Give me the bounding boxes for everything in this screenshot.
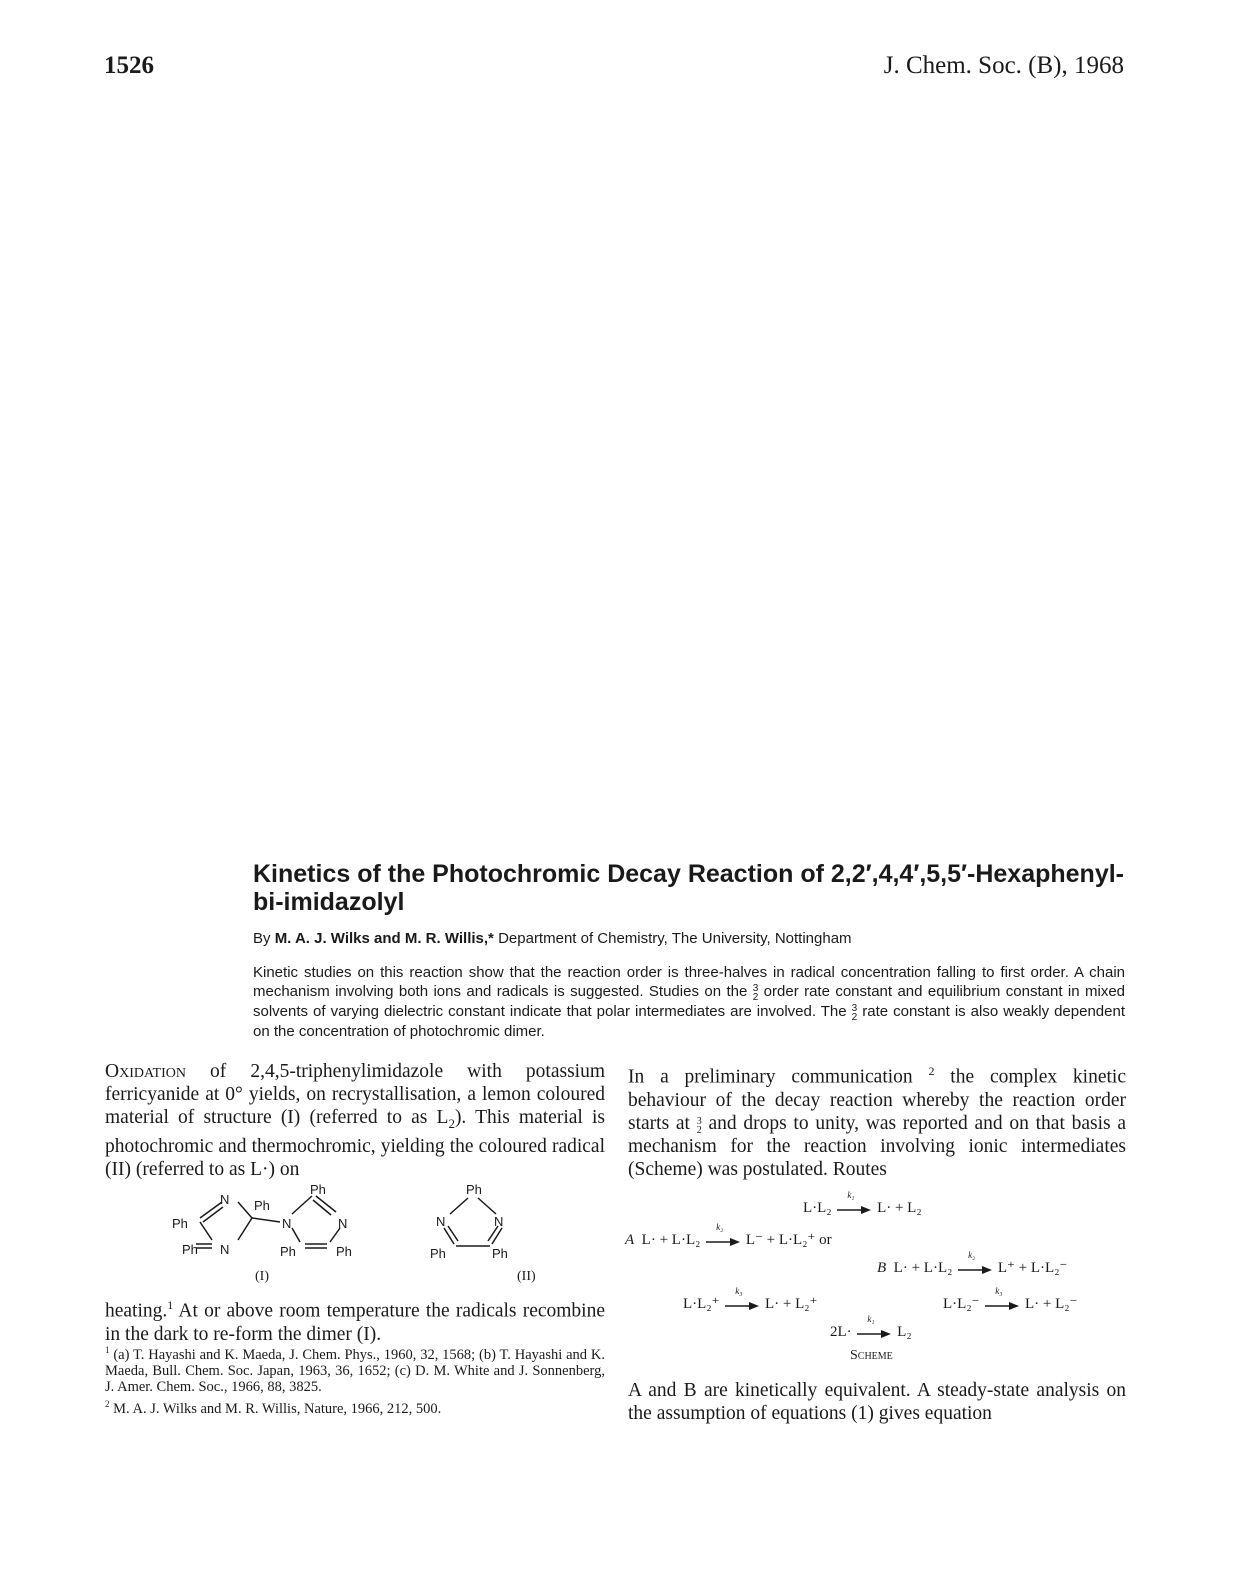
atom-label: N <box>338 1216 348 1231</box>
atom-label: N <box>494 1214 504 1229</box>
reaction-scheme <box>625 1188 1130 1368</box>
scheme-equation-A: A L· + L·L₂ k₂ L⁻ + L·L₂⁺ or <box>625 1221 832 1248</box>
atom-label: Ph <box>492 1246 508 1261</box>
running-head: J. Chem. Soc. (B), 1968 <box>883 52 1124 79</box>
scheme-equation-4: L·L₂⁻ k₃ L· + L₂⁻ <box>943 1285 1078 1312</box>
byline-prefix: By <box>253 930 271 947</box>
atom-label: N <box>220 1192 230 1207</box>
scheme-caption: Scheme <box>850 1348 893 1363</box>
footnotes <box>105 1342 605 1418</box>
body-paragraph-right-1: In a preliminary communication $^2$ the complex kinetic behaviour of the decay reaction whereby the reaction order starts at 3 2 and drops to unity, was reported and on that basis a mechanism for the reaction involving ionic intermediates (Scheme) was postulated. Routes <box>628 1064 1127 1180</box>
fraction-three-halves: 3 2 <box>752 983 759 1003</box>
byline <box>253 930 1133 947</box>
scheme-equation-1: L·L₂ k₁ L· + L₂ <box>803 1189 922 1216</box>
body-paragraph-left-2: heating.$^1$ At or above room temperature the radicals recombine in the dark to re-form the dimer (I). <box>105 1298 605 1345</box>
scheme-equation-5: 2L· k₁ L₂ <box>830 1313 912 1340</box>
fraction-three-halves: 3 2 <box>851 1003 858 1023</box>
body-paragraph-right-2: A and B are kinetically equivalent. A steady-state analysis on the assumption of equations (1) gives equation <box>628 1380 1126 1424</box>
footnote-1: $^1$ (a) T. Hayashi and K. Maeda, J. Chem. Phys., 1960, 32, 1568; (b) T. Hayashi and K. Maeda, Bull. Chem. Soc. Japan, 1963, 36, 1652; (c) D. M. White and J. Sonnenberg, J. Amer. Chem. Soc., 1966, 88, 3825. <box>105 1345 605 1395</box>
abstract-text-2: order rate constant and equilibrium constant in mixed solvents of varying dielectric constant indicate that polar intermediates are involved. The <box>253 983 1125 1020</box>
abstract <box>253 963 1125 1041</box>
arrow-icon: k₃ <box>985 1298 1019 1312</box>
authors: M. A. J. Wilks and M. R. Willis,* <box>274 930 494 947</box>
article-title: Kinetics of the Photochromic Decay Reaction of 2,2′,4,4′,5,5′-Hexaphenyl-bi-imidazolyl <box>253 860 1124 916</box>
arrow-icon: k₁ <box>837 1202 871 1216</box>
paragraph-lead: Oxidation <box>105 1061 186 1082</box>
atom-label: Ph <box>280 1244 296 1259</box>
atom-label: N <box>436 1214 446 1229</box>
atom-label: Ph <box>336 1244 352 1259</box>
atom-label: Ph <box>254 1198 270 1213</box>
abstract-text-1: Kinetic studies on this reaction show that the reaction order is three-halves in radical concentration falling to first order. A chain mechanism involving both ions and radicals is suggested. Studies on the <box>253 964 1125 1000</box>
atom-label: Ph <box>466 1182 482 1197</box>
atom-label: Ph <box>182 1242 198 1257</box>
atom-label: Ph <box>430 1246 446 1261</box>
abstract-text-3: rate constant is also weakly dependent on the concentration of photochromic dimer. <box>253 1003 1125 1040</box>
structure-label-I: (I) <box>255 1269 269 1284</box>
chemical-structures <box>160 1180 580 1290</box>
atom-label: Ph <box>172 1216 188 1231</box>
arrow-icon: k₂ <box>958 1262 992 1276</box>
atom-label: Ph <box>310 1182 326 1197</box>
affiliation: Department of Chemistry, The University, Nottingham <box>498 930 852 947</box>
arrow-icon: k₃ <box>725 1298 759 1312</box>
page-number: 1526 <box>104 52 154 79</box>
arrow-icon: k₁ <box>857 1326 891 1340</box>
atom-label: N <box>220 1242 230 1257</box>
scheme-equation-3: L·L₂⁺ k₃ L· + L₂⁺ <box>683 1285 818 1312</box>
body-paragraph-left-1: Oxidation of 2,4,5-triphenylimidazole with potassium ferricyanide at 0° yields, on recrystallisation, a lemon coloured material of structure (I) (referred to as $L_2$). This material is photochromic and thermochromic, yielding the coloured radical (II) (referred to as L·) on <box>105 1061 605 1180</box>
fraction-three-halves: 3 2 <box>696 1115 702 1136</box>
arrow-icon: k₂ <box>706 1234 740 1248</box>
atom-label: N <box>282 1216 292 1231</box>
scheme-equation-B: B L· + L·L₂ k₂ L⁺ + L·L₂⁻ <box>877 1249 1068 1276</box>
structure-label-II: (II) <box>517 1269 536 1284</box>
footnote-2: $^2$ M. A. J. Wilks and M. R. Willis, Nature, 1966, 212, 500. <box>105 1398 442 1417</box>
